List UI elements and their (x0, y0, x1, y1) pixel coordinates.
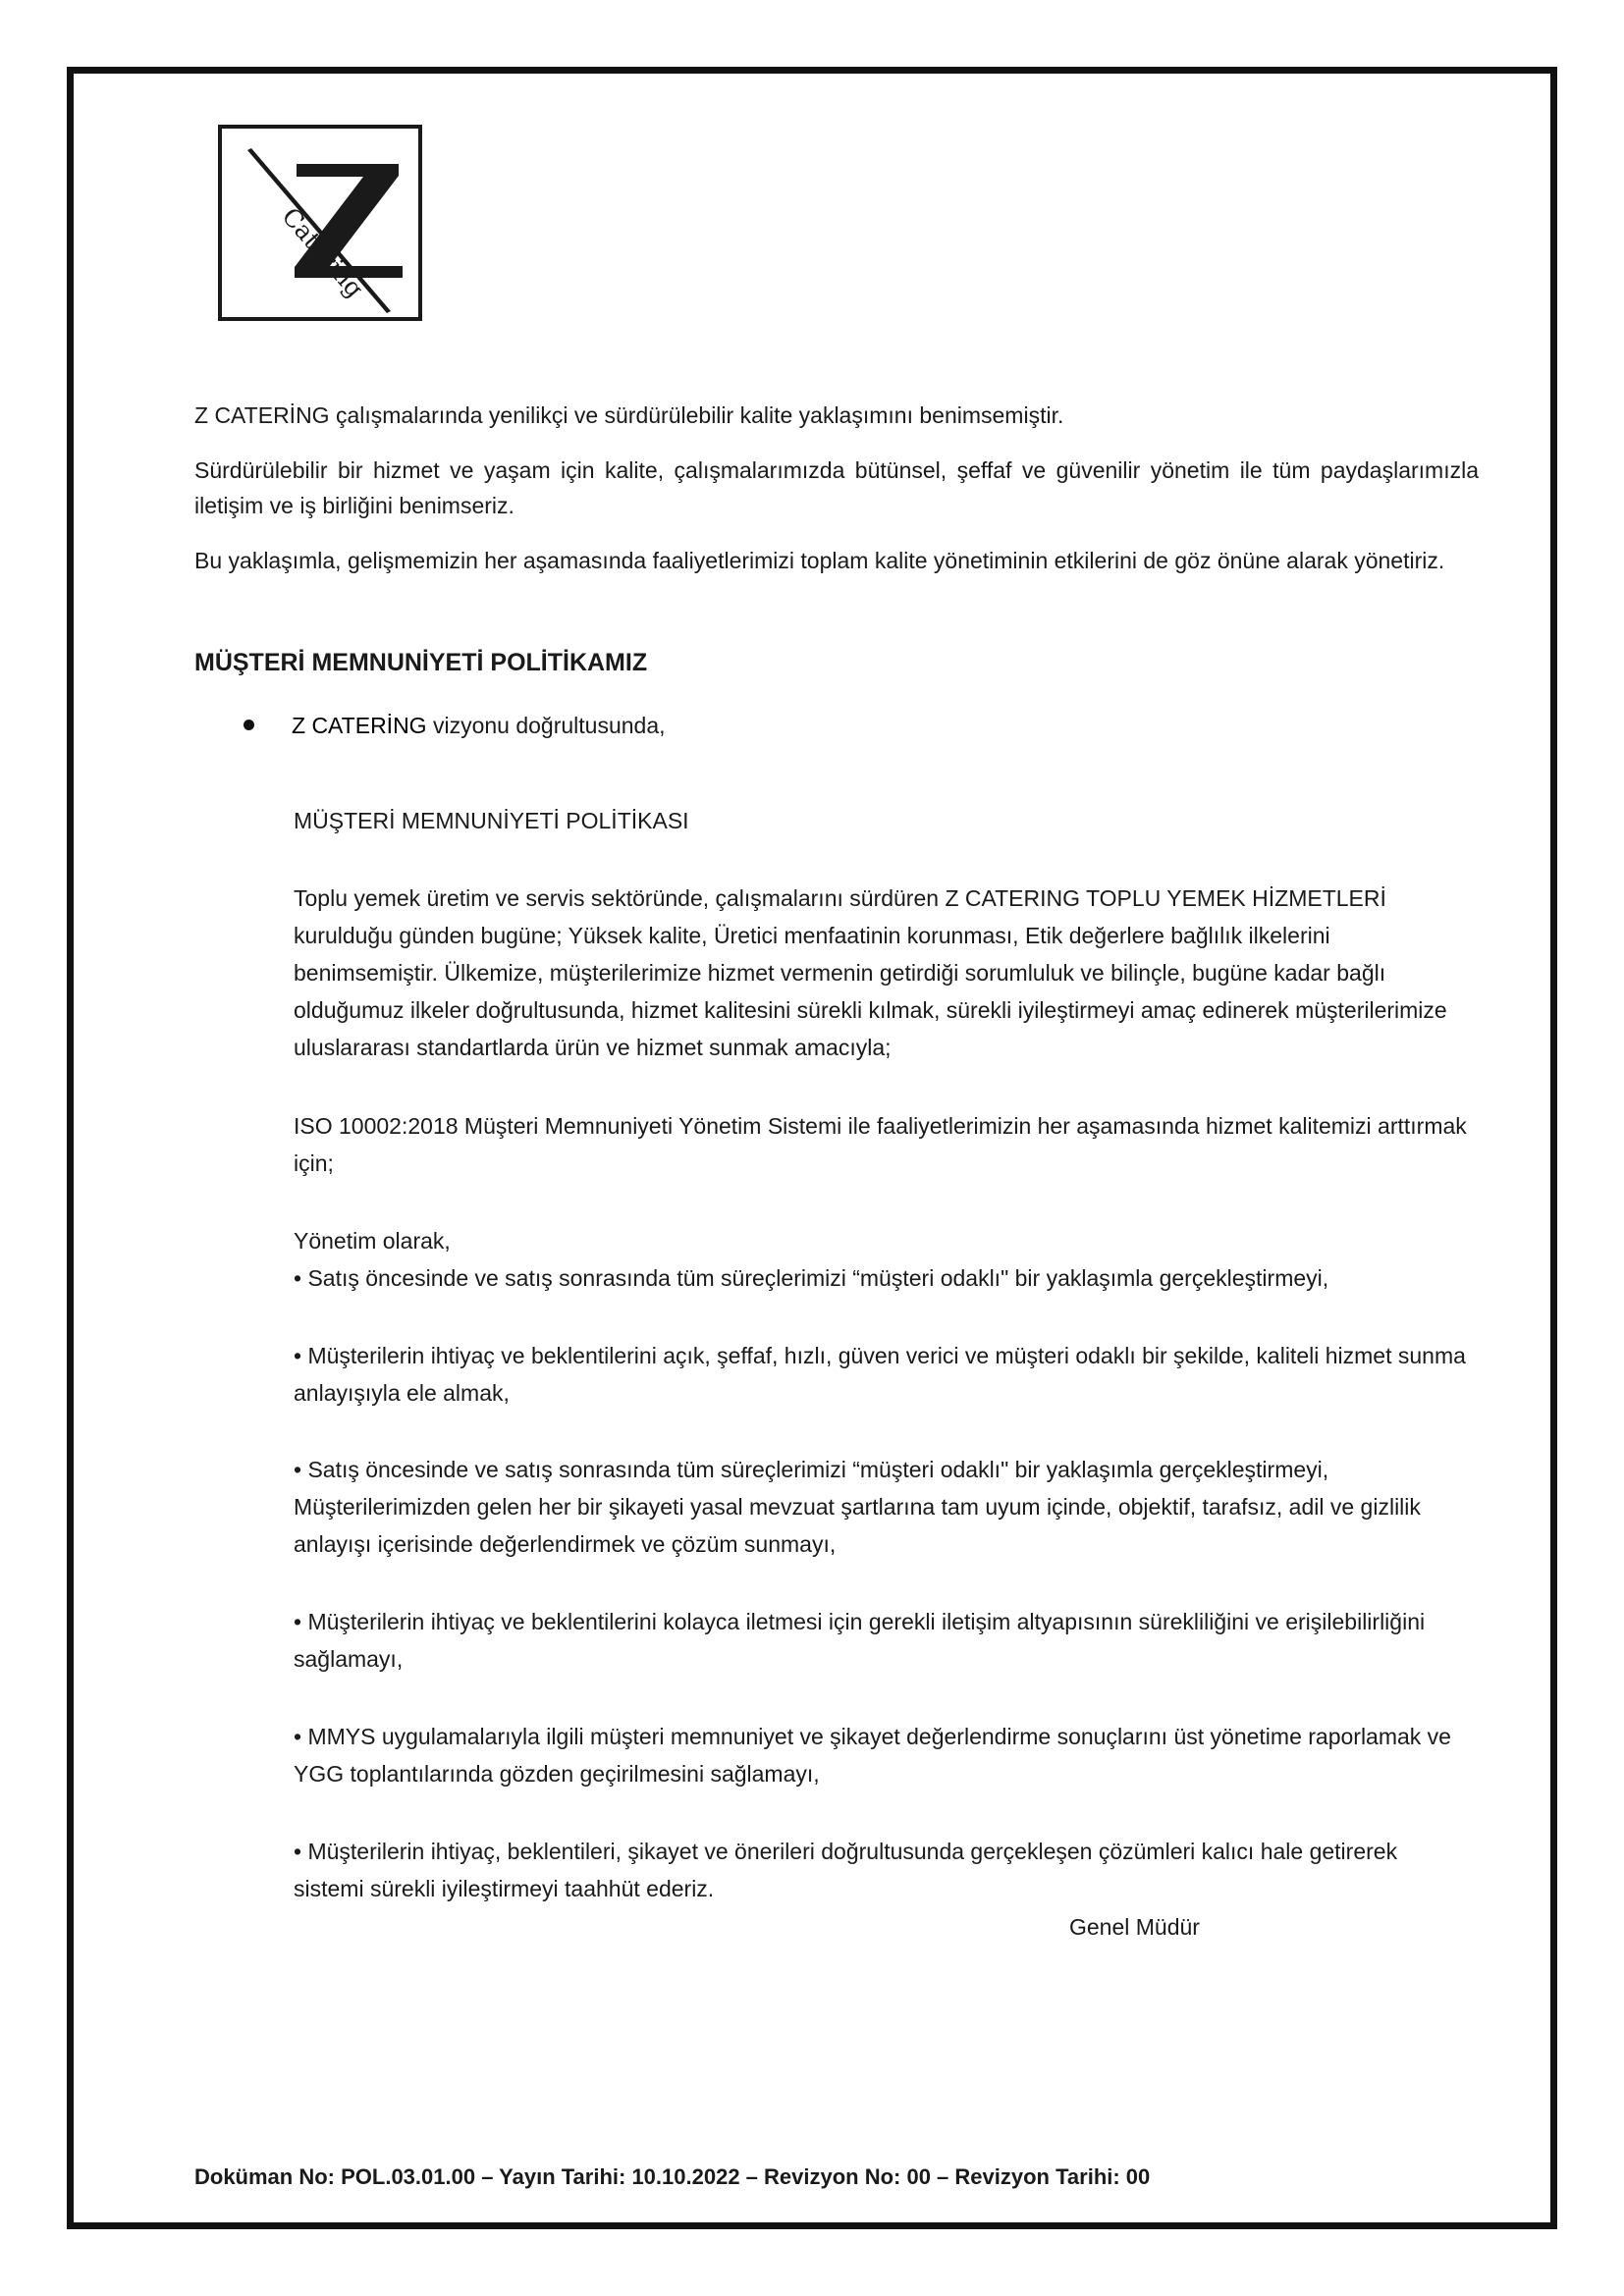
bullet-company: Z CATERİNG (292, 713, 427, 738)
company-logo (218, 125, 422, 321)
intro-paragraph-1: Z CATERİNG çalışmalarında yenilikçi ve sürdürülebilir kalite yaklaşımını benimsemiştir. (194, 402, 1064, 428)
management-label: Yönetim olarak, (294, 1228, 451, 1254)
commitment-item: • MMYS uygulamalarıyla ilgili müşteri memnuniyet ve şikayet değerlendirme sonuçlarını üst yönetime raporlamak ve YGG toplantılarında gözden geçirilmesini sağlamayı, (294, 1724, 1451, 1787)
intro-paragraph-3: Bu yaklaşımla, gelişmemizin her aşamasında faaliyetlerimizi toplam kalite yönetiminin etkilerini de göz önüne alarak yönetiriz. (194, 548, 1445, 573)
policy-title: MÜŞTERİ MEMNUNİYETİ POLİTİKASI (294, 808, 689, 833)
iso-statement: ISO 10002:2018 Müşteri Memnuniyeti Yönetim Sistemi ile faaliyetlerimizin her aşamasında hizmet kalitemizi arttırmak için; (294, 1113, 1467, 1176)
vision-bullet (244, 708, 666, 743)
commitment-item: • Müşterilerin ihtiyaç, beklentileri, şikayet ve önerileri doğrultusunda gerçekleşen çözümleri kalıcı hale getirerek sistemi sürekli iyileştirmeyi taahhüt ederiz. (294, 1839, 1398, 1901)
commitment-item: • Müşterilerin ihtiyaç ve beklentilerini açık, şeffaf, hızlı, güven verici ve müşteri odaklı bir şekilde, kaliteli hizmet sunma anlayışıyla ele almak, (294, 1343, 1466, 1406)
intro-section (194, 398, 1479, 598)
document-footer: Doküman No: POL.03.01.00 – Yayın Tarihi: 10.10.2022 – Revizyon No: 00 – Revizyon Tarihi: 00 (194, 2164, 1151, 2189)
commitment-item: • Satış öncesinde ve satış sonrasında tüm süreçlerimizi “müşteri odaklı" bir yaklaşımla gerçekleştirmeyi, (294, 1265, 1329, 1291)
section-heading: MÜŞTERİ MEMNUNİYETİ POLİTİKAMIZ (194, 649, 648, 676)
bullet-text: vizyonu doğrultusunda, (426, 713, 666, 738)
signature-title: Genel Müdür (1069, 1914, 1200, 1940)
z-catering-logo-icon (222, 129, 418, 317)
bullet-dot-icon (244, 720, 254, 730)
intro-paragraph-2: Sürdürülebilir bir hizmet ve yaşam için kalite, çalışmalarımızda bütünsel, şeffaf ve güvenilir yönetim ile tüm paydaşlarımızla iletişim ve iş birliğini benimseriz. (194, 457, 1479, 518)
commitment-item: • Satış öncesinde ve satış sonrasında tüm süreçlerimizi “müşteri odaklı" bir yaklaşımla gerçekleştirmeyi, Müşterilerimizden gelen her bir şikayeti yasal mevzuat şartlarına tam uyum içinde, objektif, tarafsız, adil ve gizlilik anlayışı içerisinde değerlendirmek ve çözüm sunmayı, (294, 1457, 1421, 1557)
logo-word: Catering (276, 201, 370, 303)
policy-intro: Toplu yemek üretim ve servis sektöründe, çalışmalarını sürdüren Z CATERING TOPLU YEMEK HİZMETLERİ kurulduğu günden bugüne; Yüksek kalite, Üretici menfaatinin korunması, Etik değerlere bağlılık ilkelerini benimsemiştir. Ülkemize, müşterilerimize hizmet vermenin getirdiği sorumluluk ve bilinçle, bugüne kadar bağlı olduğumuz ilkeler doğrultusunda, hizmet kalitesini sürekli kılmak, sürekli iyileştirmeyi amaç edinerek müşterilerimize uluslararası standartlarda ürün ve hizmet sunmak amacıyla; (294, 885, 1447, 1060)
commitment-item: • Müşterilerin ihtiyaç ve beklentilerini kolayca iletmesi için gerekli iletişim altyapısının sürekliliğini ve erişilebilirliğini sağlamayı, (294, 1609, 1426, 1672)
